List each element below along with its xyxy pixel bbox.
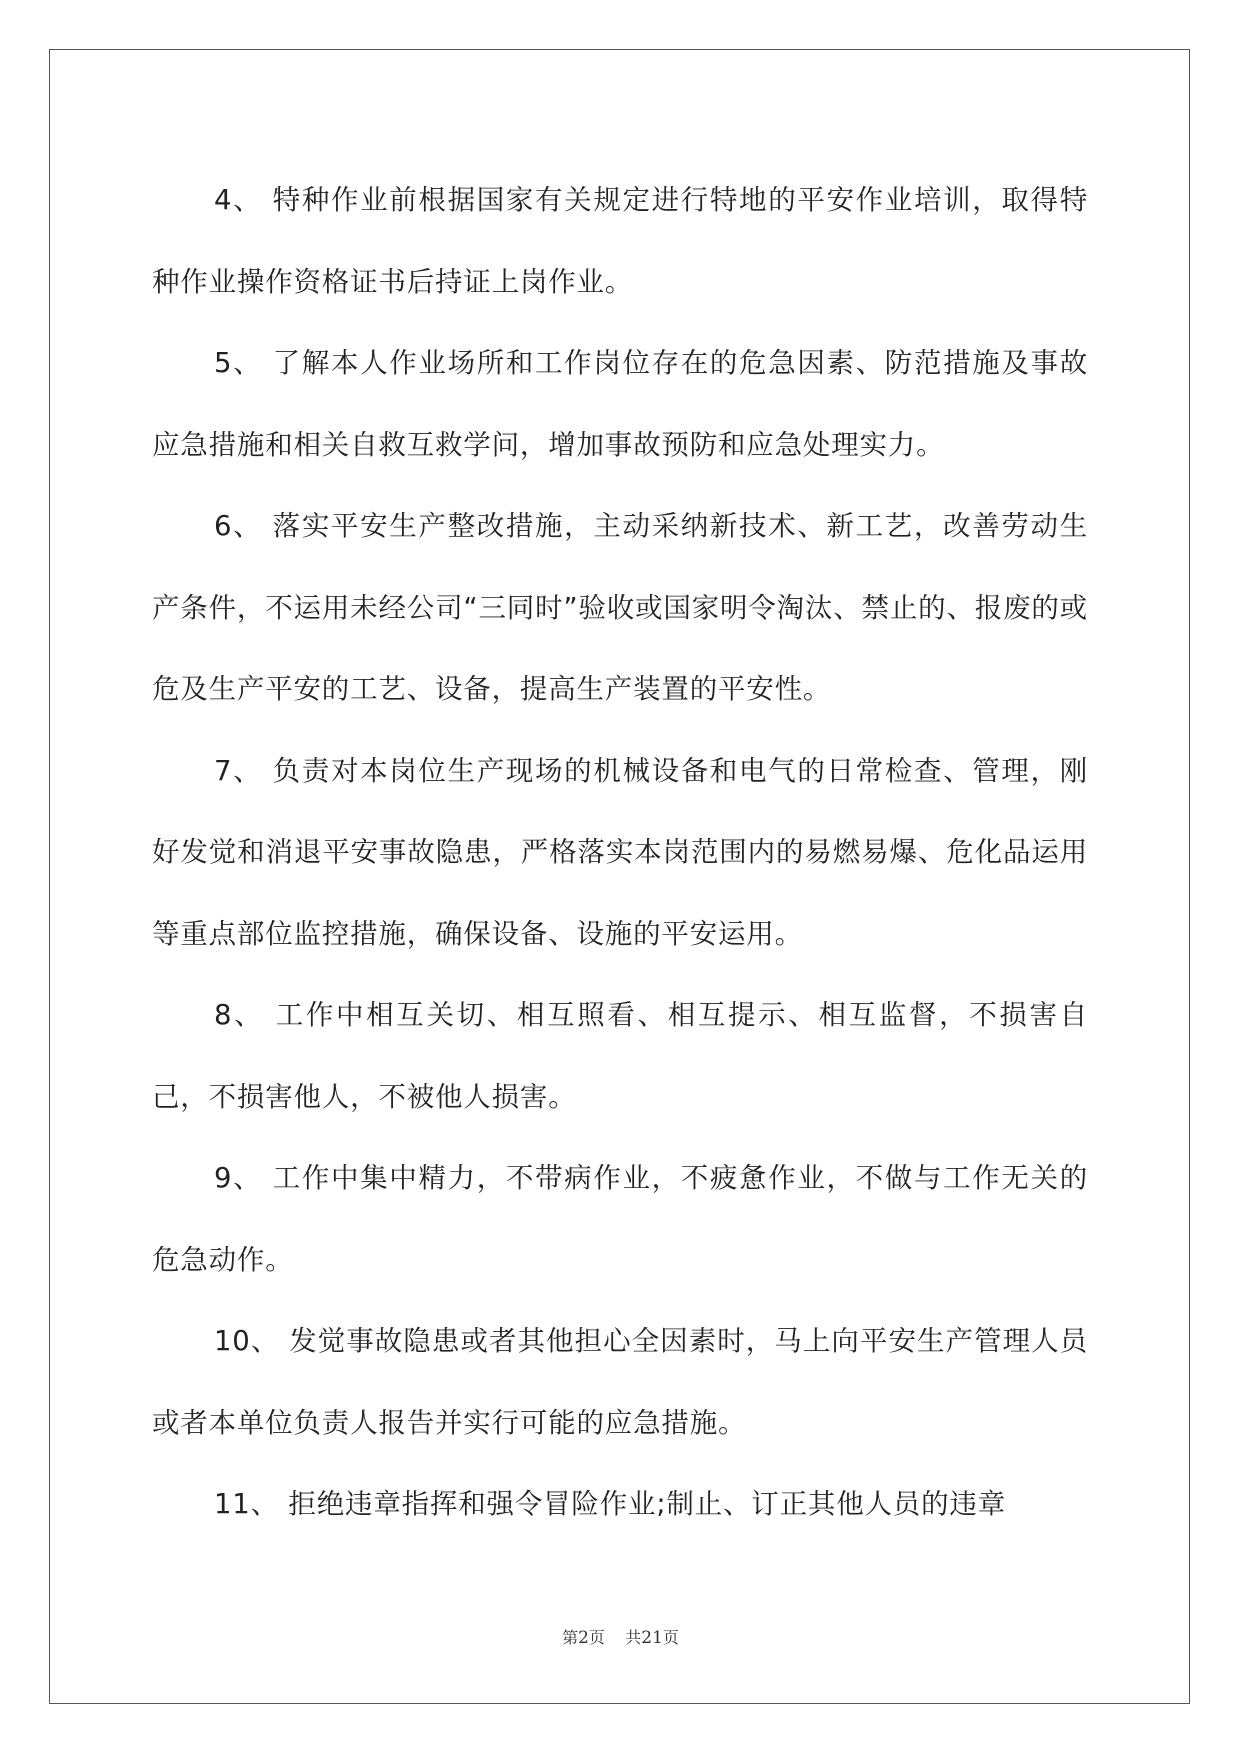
paragraph-item-6: 6、 落实平安生产整改措施，主动采纳新技术、新工艺，改善劳动生产条件，不运用未经公司“三同时”验收或国家明令淘汰、禁止的、报废的或危及生产平安的工艺、设备，提高生产装置的平安性。 bbox=[152, 510, 1088, 705]
paragraph-item-5: 5、 了解本人作业场所和工作岗位存在的危急因素、防范措施及事故应急措施和相关自救互救学问，增加事故预防和应急处理实力。 bbox=[152, 347, 1088, 461]
total-pages-prefix: 共 bbox=[625, 1628, 642, 1647]
page-number-prefix: 第 bbox=[562, 1628, 579, 1647]
page-number-suffix: 页 bbox=[588, 1628, 605, 1647]
total-pages-number: 21 bbox=[641, 1628, 663, 1648]
page-footer bbox=[0, 1628, 1241, 1648]
paragraph-item-8: 8、 工作中相互关切、相互照看、相互提示、相互监督，不损害自己，不损害他人，不被他人损害。 bbox=[152, 999, 1088, 1113]
document-body bbox=[152, 160, 1088, 1546]
paragraph-item-11: 11、 拒绝违章指挥和强令冒险作业;制止、订正其他人员的违章 bbox=[214, 1488, 1006, 1520]
paragraph-item-10: 10、 发觉事故隐患或者其他担心全因素时，马上向平安生产管理人员或者本单位负责人报告并实行可能的应急措施。 bbox=[152, 1325, 1088, 1439]
paragraph-item-9: 9、 工作中集中精力，不带病作业，不疲惫作业，不做与工作无关的危急动作。 bbox=[152, 1162, 1088, 1276]
current-page-number: 2 bbox=[578, 1628, 589, 1648]
paragraph-item-7: 7、 负责对本岗位生产现场的机械设备和电气的日常检查、管理，刚好发觉和消退平安事故隐患，严格落实本岗范围内的易燃易爆、危化品运用等重点部位监控措施，确保设备、设施的平安运用。 bbox=[152, 754, 1088, 950]
total-pages-suffix: 页 bbox=[662, 1628, 679, 1647]
paragraph-item-4: 4、 特种作业前根据国家有关规定进行特地的平安作业培训，取得特种作业操作资格证书后持证上岗作业。 bbox=[152, 184, 1088, 298]
